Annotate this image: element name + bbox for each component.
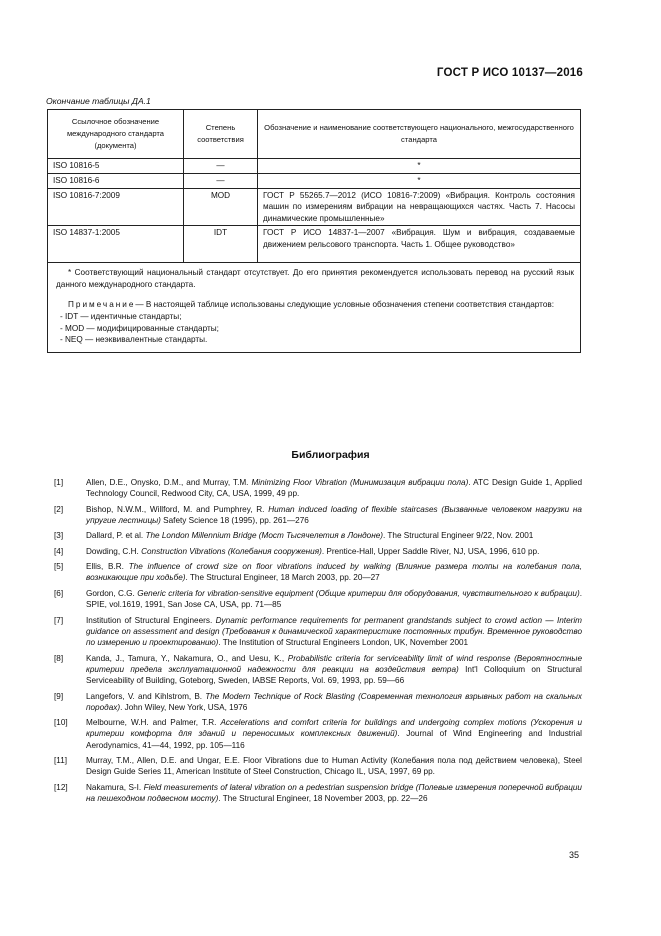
- table-footer-row: [48, 263, 581, 353]
- ref-text: [86, 588, 582, 611]
- ref-number: [2]: [54, 504, 64, 514]
- ref-pre: Ellis, B.R.: [86, 562, 129, 572]
- ref-number: [3]: [54, 531, 64, 541]
- table-header-row: [48, 110, 581, 159]
- ref-number: [9]: [54, 691, 64, 701]
- table-cell-ref: ISO 10816-5: [48, 159, 184, 174]
- table-footnote-cell: [48, 263, 581, 353]
- ref-text: [86, 546, 582, 557]
- table-row: [48, 226, 581, 263]
- ref-number: [4]: [54, 546, 64, 556]
- bibliography-item: [54, 691, 582, 714]
- ref-text: [86, 782, 582, 805]
- ref-text: [86, 755, 582, 778]
- note-item: - IDT — идентичные стандарты;: [60, 312, 182, 321]
- table-row: [48, 159, 581, 174]
- ref-text: [86, 717, 582, 751]
- ref-title: Field measurements of lateral vibration on a pedestrian suspension bridge (Полевые измерения поперечной вибрации на пешеходном подвесном мосту): [86, 782, 582, 804]
- ref-number: [6]: [54, 588, 64, 598]
- ref-title: The London Millennium Bridge (Мост Тысячелетия в Лондоне): [145, 531, 384, 541]
- ref-pre: Bishop, N.W.M., Willford, M. and Pumphrey, R.: [86, 504, 269, 514]
- table-note: [56, 299, 574, 311]
- bibliography-item: [54, 717, 582, 751]
- table-cell-name: ГОСТ Р 55265.7—2012 (ИСО 10816-7:2009) «Вибрация. Контроль состояния машин по измерениям вибрации на невращающихся частях. Часть 7. Насосы динамические промышленные»: [258, 189, 581, 226]
- ref-text: [86, 477, 582, 500]
- ref-text: [86, 530, 582, 541]
- ref-number: [5]: [54, 562, 64, 572]
- ref-pre: Gordon, C.G.: [86, 588, 138, 598]
- ref-pre: Institution of Structural Engineers.: [86, 615, 216, 625]
- note-text: — В настоящей таблице использованы следующие условные обозначения степени соответствия стандартов:: [135, 300, 555, 310]
- ref-pre: Dowding, C.H.: [86, 546, 142, 556]
- note-item: - NEQ — неэквивалентные стандарты.: [60, 335, 208, 345]
- table-cell-degree: IDT: [184, 226, 258, 263]
- ref-title: Accelerations and comfort criteria for buildings and undergoing complex motions (Ускорения и критерии комфорта для зданий и переносимых комплексных движений): [86, 718, 582, 739]
- bibliography-item: [54, 477, 582, 500]
- ref-number: [8]: [54, 653, 64, 663]
- bibliography-title: Библиография: [291, 449, 370, 461]
- bibliography-item: [54, 588, 582, 611]
- ref-post: . The Structural Engineer, 18 March 2003, pp. 20—27: [185, 573, 380, 583]
- table-cell-degree: MOD: [184, 189, 258, 226]
- ref-number: [1]: [54, 478, 64, 487]
- bibliography-item: [54, 530, 582, 541]
- ref-post: . Journal of Wind Engineering and Industrial Aerodynamics, 41—44, 1992, pp. 105—116: [86, 729, 582, 750]
- ref-text: [86, 615, 582, 649]
- table-cell-degree: —: [184, 174, 258, 189]
- ref-pre: Dallard, P. et al.: [86, 531, 146, 541]
- ref-post: Int'l Colloquium on Structural Serviceability of Building, Goteborg, Sweden, IABSE Reports, Vol. 69, 1993, pp. 59—66: [86, 664, 582, 686]
- table-row: [48, 174, 581, 189]
- ref-number: [12]: [54, 782, 68, 792]
- ref-text: [86, 653, 582, 687]
- bibliography-item: [54, 755, 582, 778]
- ref-title: Probabilistic criteria for serviceability limit of wind response (Вероятностные критерии предела эксплуатационной надежности для реакции на воздействия ветра): [86, 653, 582, 674]
- note-label: Примечание: [68, 300, 136, 310]
- ref-post: . The Structural Engineer 9/22, Nov. 2001: [383, 531, 534, 541]
- table-cell-name: *: [258, 159, 581, 174]
- ref-pre: Allen, D.E., Onysko, D.M., and Murray, T.M.: [86, 478, 252, 487]
- bibliography-item: [54, 653, 582, 687]
- note-item: - MOD — модифицированные стандарты;: [60, 323, 219, 333]
- column-header: Степень соответствия: [184, 110, 258, 159]
- ref-pre: Nakamura, S-I.: [86, 782, 144, 792]
- ref-text: [86, 504, 582, 527]
- ref-pre: Langefors, V. and Kihlstrom, B.: [86, 691, 206, 701]
- document-header: ГОСТ Р ИСО 10137—2016: [436, 67, 583, 79]
- standards-table: [47, 109, 581, 353]
- bibliography-item: [54, 504, 582, 527]
- table-caption: Окончание таблицы ДА.1: [46, 96, 151, 106]
- table-row: [48, 189, 581, 226]
- table-cell-ref: ISO 10816-6: [48, 174, 184, 189]
- bibliography-item: [54, 615, 582, 649]
- bibliography-item: [54, 561, 582, 584]
- column-header: Обозначение и наименование соответствующего национального, межгосударственного стандарта: [258, 110, 581, 159]
- ref-pre: Kanda, J., Tamura, Y., Nakamura, O., and Uesu, K.,: [86, 653, 288, 663]
- ref-text: [86, 691, 582, 714]
- ref-pre: Melbourne, W.H. and Palmer, T.R.: [86, 718, 221, 728]
- ref-number: [10]: [54, 718, 68, 728]
- ref-text: [86, 561, 582, 584]
- ref-post: . The Structural Engineer, 18 November 2003, pp. 22—26: [218, 794, 428, 804]
- ref-post: . ATC Design Guide 1, Applied Technology Council, Redwood City, CA, USA, 1999, 49 pp.: [86, 478, 582, 499]
- ref-pre: Murray, T.M., Allen, D.E. and Ungar, E.E. Floor Vibrations due to Human Activity (Колебания пола под действием человека), Steel Design Guide Series 11, American Institute of Steel Construction, Chicago IL, USA, 1997, 69 pp.: [86, 756, 582, 777]
- ref-post: Safety Science 18 (1995), pp. 261—276: [160, 515, 309, 525]
- ref-title: Construction Vibrations (Колебания сооружения): [141, 546, 322, 556]
- ref-post: . The Institution of Structural Engineers London, UK, November 2001: [218, 638, 469, 648]
- bibliography-list: [54, 477, 582, 809]
- table-cell-ref: ISO 10816-7:2009: [48, 189, 184, 226]
- column-header: Ссылочное обозначение международного стандарта (документа): [48, 110, 184, 159]
- ref-title: The Modern Technique of Rock Blasting (Современная технология взрывных работ на скальных породах): [86, 691, 583, 712]
- ref-number: [7]: [54, 615, 64, 625]
- ref-number: [11]: [54, 756, 68, 766]
- table-cell-ref: ISO 14837-1:2005: [48, 226, 184, 263]
- ref-title: Dynamic performance requirements for permanent grandstands subject to crowd action — Interim guidance on assessment and design (Требования к динамической характеристике постоянных трибун. Временное руководство по измерению и проектированию): [86, 615, 582, 648]
- ref-post: . John Wiley, New York, USA, 1976: [120, 702, 248, 712]
- ref-title: Generic criteria for vibration-sensitive equipment (Общие критерии для оборудования, чувствительного к вибрации): [137, 588, 580, 598]
- table-cell-degree: —: [184, 159, 258, 174]
- ref-title: Minimizing Floor Vibration (Минимизация вибрации пола): [251, 478, 469, 487]
- table-cell-name: ГОСТ Р ИСО 14837-1—2007 «Вибрация. Шум и вибрация, создаваемые движением рельсового транспорта. Часть 1. Общее руководство»: [258, 226, 581, 263]
- ref-post: . Prentice-Hall, Upper Saddle River, NJ, USA, 1996, 610 pp.: [321, 546, 540, 556]
- page-number: 35: [568, 850, 579, 860]
- bibliography-item: [54, 782, 582, 805]
- ref-post: . SPIE, vol.1619, 1991, San Jose CA, USA, pp. 71—85: [86, 588, 582, 610]
- table-cell-name: *: [258, 174, 581, 189]
- table-footnote: * Соответствующий национальный стандарт отсутствует. До его принятия рекомендуется использовать перевод на русский язык данного международного стандарта.: [56, 268, 574, 289]
- ref-title: Human induced loading of flexible staircases (Вызванные человеком нагрузки на упругие лестницы): [86, 504, 582, 525]
- bibliography-item: [54, 546, 582, 557]
- ref-title: The influence of crowd size on floor vibrations induced by walking (Влияние размера толпы на колебания пола, возникающие при ходьбе): [86, 562, 583, 583]
